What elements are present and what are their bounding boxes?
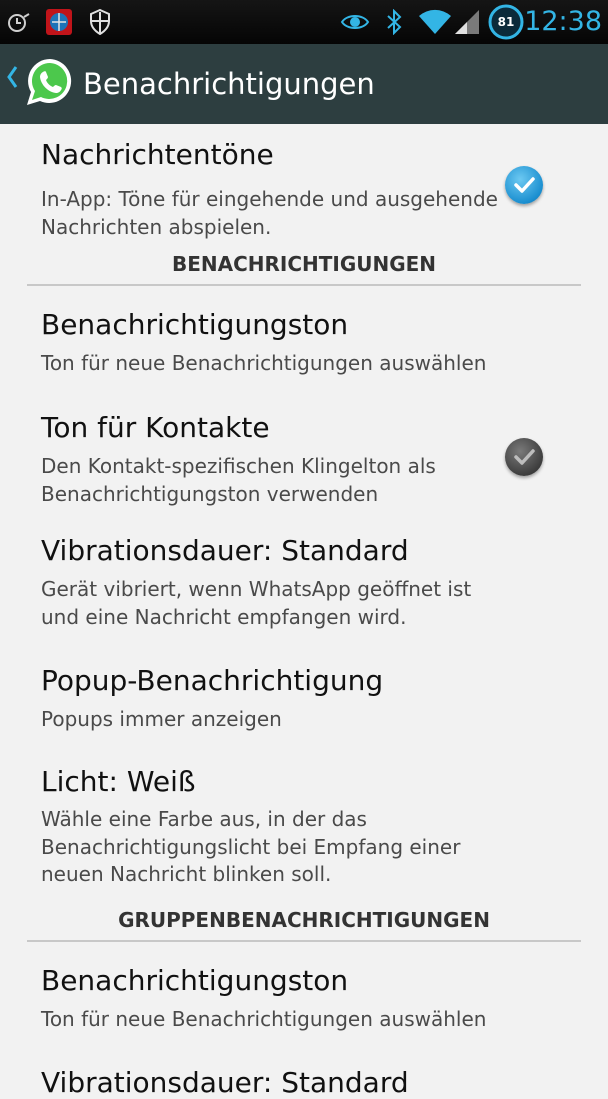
pref-title: Nachrichtentöne — [41, 138, 274, 171]
pref-contact-tone[interactable] — [0, 407, 608, 517]
pref-summary: Popups immer anzeigen — [41, 707, 282, 731]
checkbox-checked-icon[interactable] — [505, 438, 543, 476]
clock: 12:38 — [524, 6, 602, 37]
pref-summary: In-App: Töne für eingehende und ausgehende Nachrichten abspielen. — [41, 187, 498, 239]
pref-group-notification-tone[interactable] — [0, 960, 608, 1040]
pref-group-vibration[interactable] — [0, 1062, 608, 1099]
wifi-icon — [416, 0, 454, 44]
alarm-icon — [4, 0, 34, 44]
section-title: BENACHRICHTIGUNGEN — [171, 252, 437, 276]
pref-title: Benachrichtigungston — [41, 308, 349, 341]
pref-summary: Wähle eine Farbe aus, in der das Benachrichtigungslicht bei Empfang einer neuen Nachricht blinken soll. — [41, 807, 461, 886]
pref-title: Vibrationsdauer: Standard — [41, 534, 409, 567]
pref-vibration[interactable] — [0, 530, 608, 640]
section-divider — [27, 940, 581, 942]
signal-icon — [452, 0, 482, 44]
checkbox-checked-icon[interactable] — [505, 166, 543, 204]
status-bar — [0, 0, 608, 44]
pref-message-tones[interactable] — [0, 134, 608, 244]
app-globe-icon — [44, 0, 74, 44]
chevron-left-icon[interactable] — [6, 64, 18, 97]
pref-summary: Ton für neue Benachrichtigungen auswählen — [41, 351, 487, 375]
pref-title: Benachrichtigungston — [41, 964, 349, 997]
section-header-notifications — [27, 252, 581, 288]
pref-summary: Gerät vibriert, wenn WhatsApp geöffnet ist und eine Nachricht empfangen wird. — [41, 577, 472, 629]
battery-icon — [488, 0, 524, 44]
app-bar — [0, 44, 608, 124]
pref-title: Vibrationsdauer: Standard — [41, 1066, 409, 1099]
pref-summary: Den Kontakt-spezifischen Klingelton als Benachrichtigungston verwenden — [41, 454, 436, 506]
pref-popup[interactable] — [0, 660, 608, 740]
section-title: GRUPPENBENACHRICHTIGUNGEN — [118, 908, 490, 932]
pref-summary: Ton für neue Benachrichtigungen auswählen — [41, 1007, 487, 1031]
section-header-group-notifications — [27, 908, 581, 944]
eye-icon — [338, 0, 372, 44]
whatsapp-logo[interactable] — [24, 56, 76, 108]
section-divider — [27, 284, 581, 286]
pref-light[interactable] — [0, 761, 608, 891]
pref-notification-tone[interactable] — [0, 304, 608, 384]
battery-level: 81 — [497, 15, 515, 29]
screen-title: Benachrichtigungen — [83, 67, 375, 101]
pref-title: Ton für Kontakte — [41, 411, 270, 444]
pref-title: Licht: Weiß — [41, 765, 196, 798]
shield-icon — [86, 0, 114, 44]
bluetooth-icon — [382, 0, 406, 44]
pref-title: Popup-Benachrichtigung — [41, 664, 384, 697]
